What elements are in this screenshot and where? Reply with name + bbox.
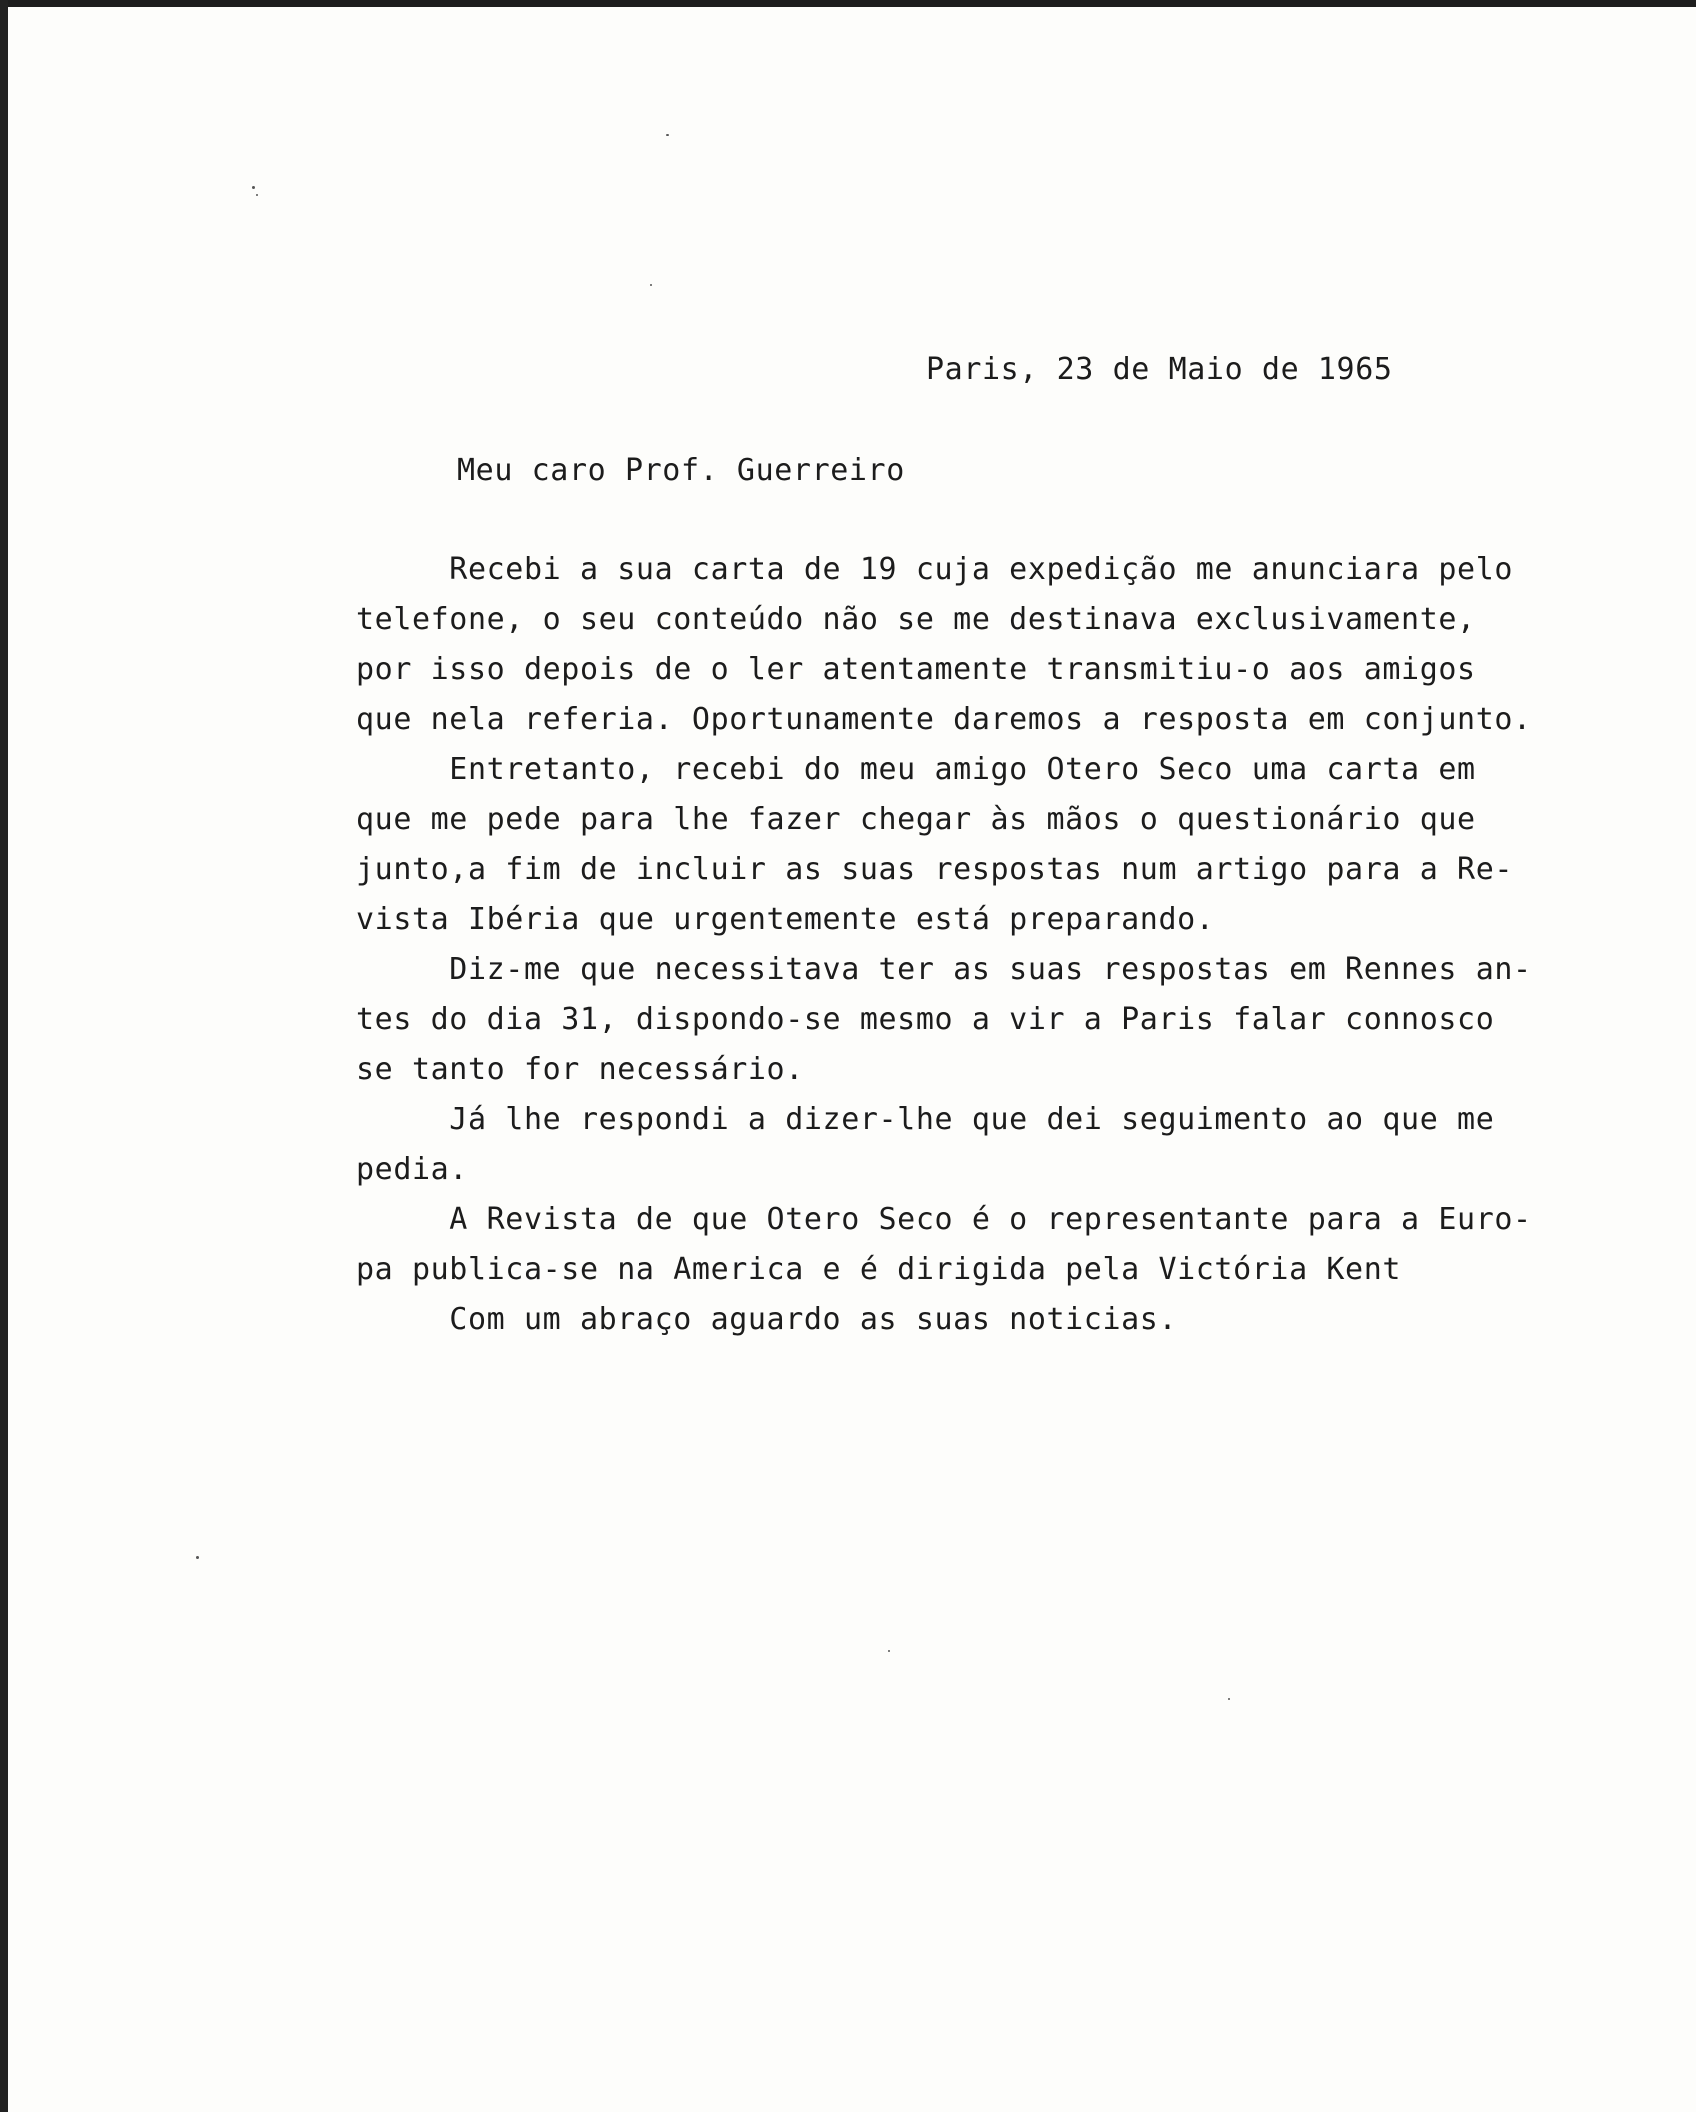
scan-speck bbox=[666, 134, 669, 136]
body-line: Com um abraço aguardo as suas noticias. bbox=[356, 1302, 1178, 1337]
scan-speck bbox=[1228, 1698, 1230, 1700]
body-line: Diz-me que necessitava ter as suas respostas em Rennes an- bbox=[356, 952, 1532, 987]
scan-edge-top bbox=[0, 0, 1696, 7]
body-line: pedia. bbox=[356, 1152, 468, 1187]
letter-body bbox=[356, 552, 1656, 1355]
body-line: telefone, o seu conteúdo não se me destinava exclusivamente, bbox=[356, 602, 1476, 637]
body-line: por isso depois de o ler atentamente transmitiu-o aos amigos bbox=[356, 652, 1476, 687]
body-line: A Revista de que Otero Seco é o representante para a Euro- bbox=[356, 1202, 1532, 1237]
place-date: Paris, 23 de Maio de 1965 bbox=[926, 352, 1393, 387]
body-line: Entretanto, recebi do meu amigo Otero Seco uma carta em bbox=[356, 752, 1476, 787]
body-line: que nela referia. Oportunamente daremos a resposta em conjunto. bbox=[356, 702, 1532, 737]
scan-speck bbox=[256, 194, 258, 196]
salutation: Meu caro Prof. Guerreiro bbox=[457, 453, 905, 488]
body-line: Já lhe respondi a dizer-lhe que dei seguimento ao que me bbox=[356, 1102, 1495, 1137]
body-line: tes do dia 31, dispondo-se mesmo a vir a Paris falar connosco bbox=[356, 1002, 1495, 1037]
scan-speck bbox=[196, 1556, 199, 1559]
body-line: Recebi a sua carta de 19 cuja expedição me anunciara pelo bbox=[356, 552, 1514, 587]
scan-edge-left bbox=[0, 0, 8, 2112]
scan-speck bbox=[650, 284, 652, 286]
body-line: junto,a fim de incluir as suas respostas num artigo para a Re- bbox=[356, 852, 1514, 887]
body-line: se tanto for necessário. bbox=[356, 1052, 804, 1087]
scan-speck bbox=[888, 1650, 890, 1652]
scan-speck bbox=[252, 186, 255, 189]
body-line: pa publica-se na America e é dirigida pela Victória Kent bbox=[356, 1252, 1402, 1287]
body-line: vista Ibéria que urgentemente está preparando. bbox=[356, 902, 1215, 937]
body-line: que me pede para lhe fazer chegar às mãos o questionário que bbox=[356, 802, 1476, 837]
